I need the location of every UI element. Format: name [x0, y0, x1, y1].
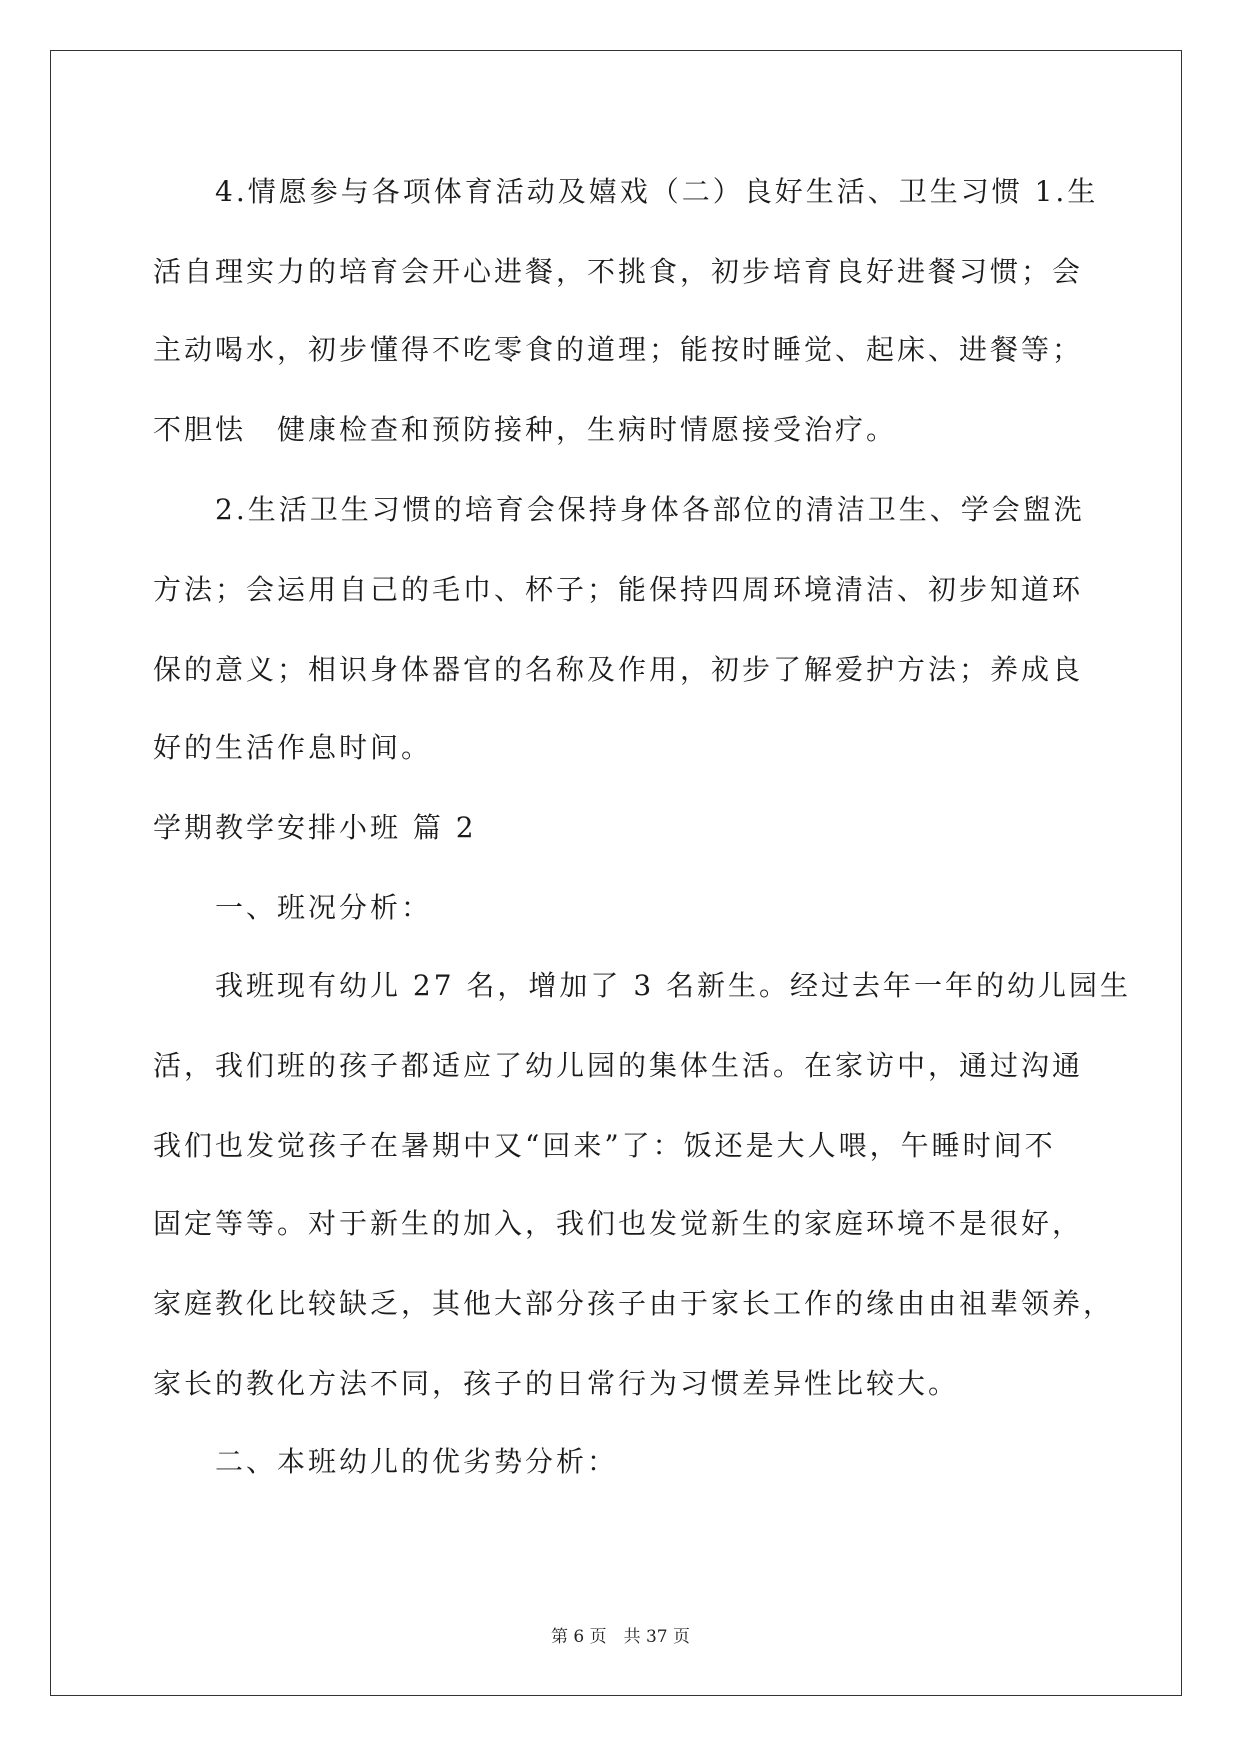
text-line: 活，我们班的孩子都适应了幼儿园的集体生活。在家访中，通过沟通	[153, 1049, 1084, 1082]
text-line: 我班现有幼儿 27 名，增加了 3 名新生。经过去年一年的幼儿园生	[215, 969, 1132, 1002]
section-heading: 学期教学安排小班 篇 2	[153, 811, 477, 844]
subsection-heading: 二、本班幼儿的优劣势分析：	[215, 1445, 619, 1478]
text-line: 不胆怯 健康检查和预防接种，生病时情愿接受治疗。	[153, 413, 898, 446]
page-footer: 第 6 页 共 37 页	[550, 1627, 691, 1647]
text-line: 方法；会运用自己的毛巾、杯子；能保持四周环境清洁、初步知道环	[153, 573, 1084, 606]
text-line: 2.生活卫生习惯的培育会保持身体各部位的清洁卫生、学会盥洗	[215, 493, 1085, 526]
text-line: 好的生活作息时间。	[153, 731, 433, 764]
text-line: 主动喝水，初步懂得不吃零食的道理；能按时睡觉、起床、进餐等；	[153, 333, 1084, 366]
text-line: 固定等等。对于新生的加入，我们也发觉新生的家庭环境不是很好，	[153, 1207, 1084, 1240]
text-line: 家长的教化方法不同，孩子的日常行为习惯差异性比较大。	[153, 1367, 960, 1400]
text-line: 4.情愿参与各项体育活动及嬉戏（二）良好生活、卫生习惯 1.生	[215, 175, 1099, 208]
text-line: 家庭教化比较缺乏，其他大部分孩子由于家长工作的缘由由祖辈领养，	[153, 1287, 1115, 1320]
subsection-heading: 一、班况分析：	[215, 891, 433, 924]
text-line: 活自理实力的培育会开心进餐，不挑食，初步培育良好进餐习惯；会	[153, 255, 1084, 288]
text-line: 我们也发觉孩子在暑期中又“回来”了：饭还是大人喂，午睡时间不	[153, 1129, 1056, 1162]
text-line: 保的意义；相识身体器官的名称及作用，初步了解爱护方法；养成良	[153, 653, 1084, 686]
